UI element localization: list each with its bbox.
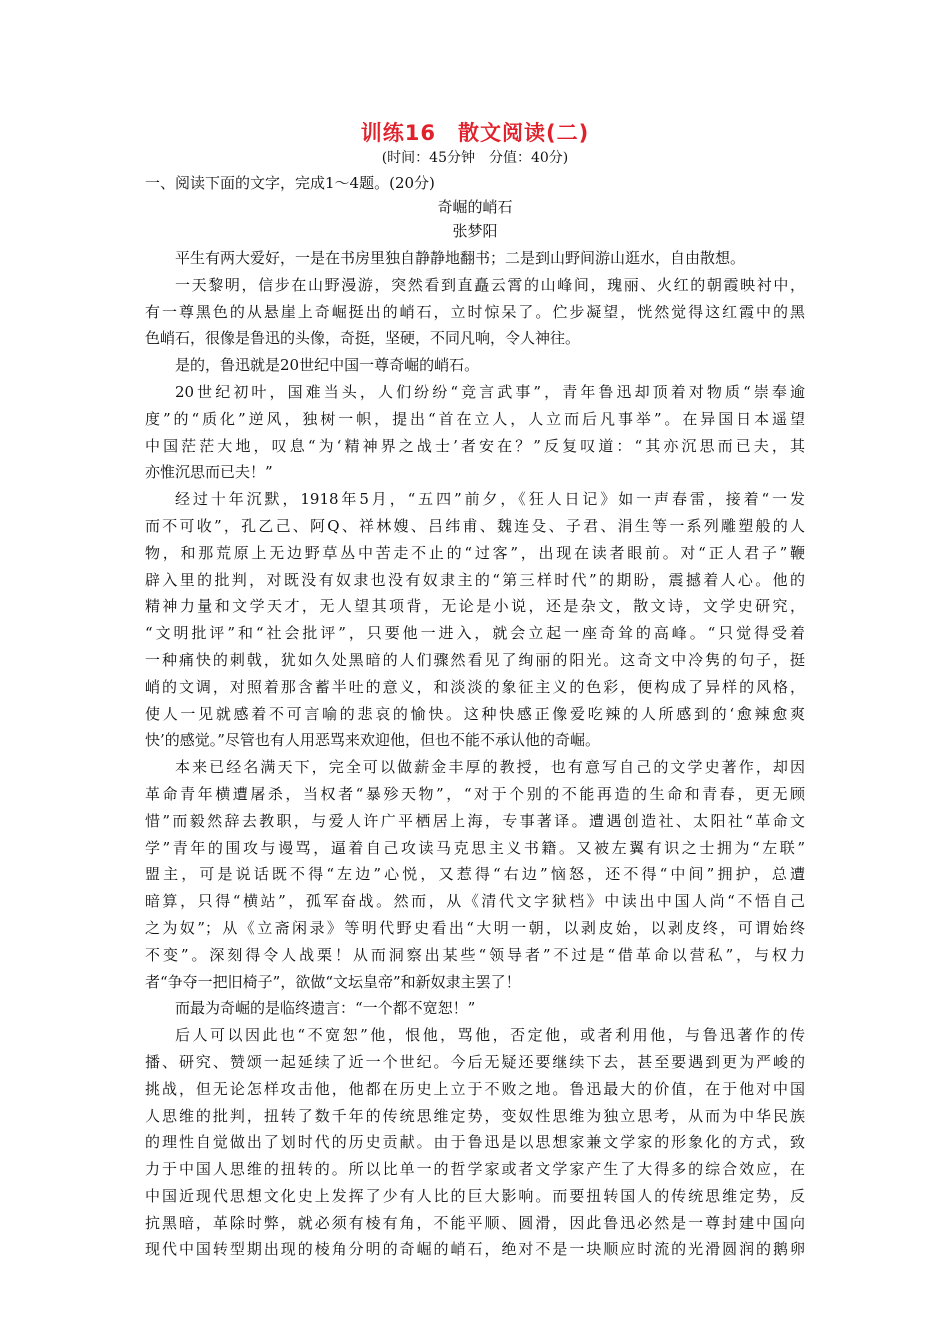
text-line: 使人一见就感着不可言喻的悲哀的愉快。这种快感正像爱吃辣的人所感到的‘愈辣愈爽	[145, 704, 805, 723]
text-line: 中国近现代思想文化史上发挥了少有人比的巨大影响。而要扭转国人的传统思维定势，反	[145, 1186, 805, 1205]
text-line: 而最为奇崛的是临终遗言：“一个都不宽恕！”	[175, 999, 476, 1018]
text-line: 者“争夺一把旧椅子”，欲做“文坛皇帝”和新奴隶主罢了！	[145, 972, 521, 991]
text-line: 经过十年沉默，1918年5月，“五四”前夕，《狂人日记》如一声春雷，接着“一发	[175, 490, 805, 509]
text-line: 精神力量和文学天才，无人望其项背，无论是小说，还是杂文，散文诗，文学史研究，	[145, 597, 805, 616]
page-title: 训练16 散文阅读(二)	[360, 121, 590, 145]
text-line: 力于中国人思维的扭转的。所以比单一的哲学家或者文学家产生了大得多的综合效应，在	[145, 1160, 805, 1179]
text-line: 革命青年横遭屠杀，当权者“暴殄天物”，“对于个别的不能再造的生命和青春，更无顾	[145, 784, 805, 803]
text-line: 之为奴”；从《立斋闲录》等明代野史看出“大明一朝，以剥皮始，以剥皮终，可谓始终	[145, 918, 805, 937]
text-line: 快’的感觉。”尽管也有人用恶骂来欢迎他，但也不能不承认他的奇崛。	[145, 731, 600, 750]
text-line: 的理性自觉做出了划时代的历史贡献。由于鲁迅是以思想家兼文学家的形象化的方式，致	[145, 1133, 805, 1152]
text-line: 一天黎明，信步在山野漫游，突然看到直矗云霄的山峰间，瑰丽、火红的朝霞映衬中，	[175, 275, 805, 294]
text-line: 学”青年的围攻与谩骂，逼着自己攻读马克思主义书籍。又被左翼有识之士拥为“左联”	[145, 838, 805, 857]
text-line: 是的，鲁迅就是20世纪中国一尊奇崛的峭石。	[175, 356, 480, 375]
text-line: 现代中国转型期出现的棱角分明的奇崛的峭石，绝对不是一块顺应时流的光滑圆润的鹅卵	[145, 1240, 805, 1259]
text-line: 峭的文调，对照着那含蓄半吐的意义，和淡淡的象征主义的色彩，便构成了异样的风格，	[145, 677, 805, 696]
text-line: 平生有两大爱好，一是在书房里独自静静地翻书；二是到山野间游山逛水，自由散想。	[175, 249, 746, 267]
text-line: 人思维的批判，扭转了数千年的传统思维定势，变奴性思维为独立思考，从而为中华民族	[145, 1106, 805, 1125]
text-line: 播、研究、赞颂一起延续了近一个世纪。今后无疑还要继续下去，甚至要遇到更为严峻的	[145, 1052, 805, 1071]
text-line: 后人可以因此也“不宽恕”他，恨他，骂他，否定他，或者利用他，与鲁迅著作的传	[175, 1026, 805, 1045]
text-line: 辟入里的批判，对既没有奴隶也没有奴隶主的“第三样时代”的期盼，震撼着人心。他的	[145, 570, 805, 589]
text-line: 有一尊黑色的从悬崖上奇崛挺出的峭石，立时惊呆了。伫步凝望，恍然觉得这红霞中的黑	[145, 302, 805, 321]
text-line: 惜”而毅然辞去教职，与爱人许广平栖居上海，专事著译。遭遇创造社、太阳社“革命文	[145, 811, 805, 830]
text-line: 物，和那荒原上无边野草丛中苦走不止的“过客”，出现在读者眼前。对“正人君子”鞭	[145, 543, 805, 562]
text-line: “文明批评”和“社会批评”，只要他一进入，就会立起一座奇耸的高峰。“只觉得受着	[145, 624, 805, 643]
text-line: 20世纪初叶，国难当头，人们纷纷“竞言武事”，青年鲁迅却顶着对物质“崇奉逾	[175, 382, 805, 401]
text-line: 度”的“质化”逆风，独树一帜，提出“首在立人，人立而后凡事举”。在异国日本遥望	[145, 409, 805, 428]
text-line: 本来已经名满天下，完全可以做薪金丰厚的教授，也有意写自己的文学史著作，却因	[175, 758, 805, 777]
text-line: 抗黑暗，革除时弊，就必须有棱有角，不能平顺、圆滑，因此鲁迅必然是一尊封建中国向	[145, 1213, 805, 1232]
text-line: 亦惟沉思而已夫！”	[145, 463, 273, 482]
article-author: 张梦阳	[452, 222, 498, 240]
text-line: 不变”。深刻得令人战栗！从而洞察出某些“领导者”不过是“借革命以营私”，与权力	[145, 945, 805, 964]
section-instruction: 一、阅读下面的文字，完成1～4题。(20分)	[145, 174, 435, 192]
text-line: 一种痛快的刺戟，犹如久处黑暗的人们骤然看见了绚丽的阳光。这奇文中冷隽的句子，挺	[145, 650, 805, 669]
text-line: 暗算，只得“横站”，孤军奋战。然而，从《清代文字狱档》中读出中国人尚“不悟自己	[145, 892, 805, 911]
text-line: 而不可收”，孔乙己、阿Q、祥林嫂、吕纬甫、魏连殳、子君、涓生等一系列雕塑般的人	[145, 516, 805, 535]
article-body	[145, 245, 805, 1263]
article-title: 奇崛的峭石	[437, 198, 513, 216]
time-score-info: (时间：45分钟 分值：40分)	[381, 150, 569, 166]
text-line: 色峭石，很像是鲁迅的头像，奇挺，坚硬，不同凡响，令人神往。	[145, 329, 581, 348]
text-line: 挑战，但无论怎样攻击他，他都在历史上立于不败之地。鲁迅最大的价值，在于他对中国	[145, 1079, 805, 1098]
text-line: 中国茫茫大地，叹息“为‘精神界之战士’者安在？”反复叹道：“其亦沉思而已夫，其	[145, 436, 805, 455]
text-line: 盟主，可是说话既不得“左边”心悦，又惹得“右边”恼怒，还不得“中间”拥护，总遭	[145, 865, 805, 884]
